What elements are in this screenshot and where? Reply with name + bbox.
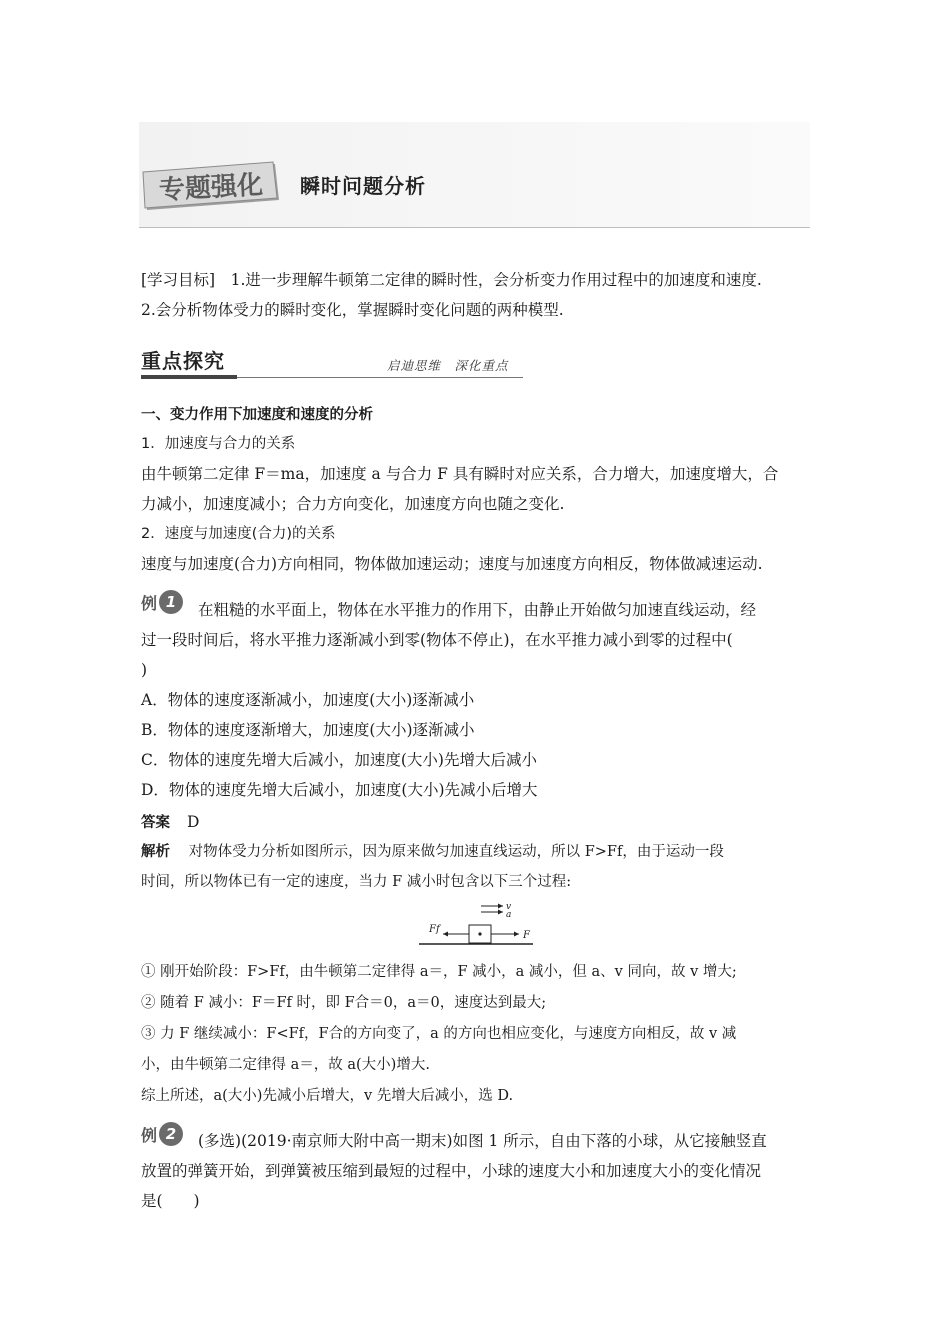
step-3: ③ 力 F 继续减小：F<Ff，F合的方向变了，a 的方向也相应变化，与速度方向相反，故 v 减 bbox=[141, 1026, 737, 1042]
example2-question-line1: (多选)(2019·南京师大附中高一期末)如图 1 所示，自由下落的小球，从它接触竖直 bbox=[198, 1132, 767, 1150]
answer-label: 答案 bbox=[141, 815, 170, 831]
page-title: 瞬时问题分析 bbox=[300, 174, 426, 198]
example2-question-line3: 是( ) bbox=[141, 1192, 200, 1210]
section-bar bbox=[141, 375, 237, 379]
section-title: 重点探究 bbox=[141, 349, 225, 373]
part1-sub1: 1．加速度与合力的关系 bbox=[141, 436, 296, 452]
part1-sub2: 2．速度与加速度(合力)的关系 bbox=[141, 526, 336, 542]
example1-question-line2: 过一段时间后，将水平推力逐渐减小到零(物体不停止)，在水平推力减小到零的过程中( bbox=[141, 631, 733, 649]
objective-line-2: 2.会分析物体受力的瞬时变化，掌握瞬时变化问题的两种模型. bbox=[141, 301, 564, 319]
part1-paragraph1-line2: 力减小，加速度减小；合力方向变化，加速度方向也随之变化. bbox=[141, 495, 565, 513]
option-c: C．物体的速度先增大后减小，加速度(大小)先增大后减小 bbox=[141, 751, 537, 769]
option-d: D．物体的速度先增大后减小，加速度(大小)先减小后增大 bbox=[141, 781, 538, 799]
step-3-continued: 小，由牛顿第二定律得 a＝，故 a(大小)增大. bbox=[141, 1057, 430, 1073]
example1-question-line3: ) bbox=[141, 661, 148, 679]
acceleration-label: a bbox=[506, 910, 512, 920]
answer-value: D bbox=[186, 813, 200, 831]
option-b: B．物体的速度逐渐增大，加速度(大小)逐渐减小 bbox=[141, 721, 475, 739]
section-rule bbox=[237, 377, 523, 378]
example2-question-line2: 放置的弹簧开始，到弹簧被压缩到最短的过程中，小球的速度大小和加速度大小的变化情况 bbox=[141, 1162, 762, 1180]
velocity-label: v bbox=[506, 902, 512, 912]
banner-divider bbox=[139, 227, 810, 228]
force-label: F bbox=[523, 930, 530, 941]
topic-logo bbox=[141, 160, 281, 212]
analysis-label: 解析 bbox=[141, 844, 170, 860]
example-label: 例 bbox=[141, 1125, 158, 1145]
analysis-line-1 bbox=[141, 842, 724, 862]
section-subtitle: 启迪思维 深化重点 bbox=[387, 358, 509, 373]
block-center-dot bbox=[478, 932, 481, 935]
example1-question-line1: 在粗糙的水平面上，物体在水平推力的作用下，由静止开始做匀加速直线运动，经 bbox=[198, 601, 757, 619]
example-number: 1 bbox=[159, 590, 183, 614]
example-label: 例 bbox=[141, 593, 158, 613]
example1-badge bbox=[141, 590, 183, 614]
analysis-text-1: 对物体受力分析如图所示，因为原来做匀加速直线运动，所以 F>Ff，由于运动一段 bbox=[188, 844, 724, 860]
step-2: ② 随着 F 减小：F＝Ff 时，即 F合＝0，a＝0，速度达到最大; bbox=[141, 995, 547, 1011]
step-1: ① 刚开始阶段：F>Ff，由牛顿第二定律得 a＝，F 减小，a 减小，但 a、v 同向，故 v 增大; bbox=[141, 964, 737, 980]
objective-line-1: [学习目标] 1.进一步理解牛顿第二定律的瞬时性，会分析变力作用过程中的加速度和速度. bbox=[141, 271, 762, 289]
part1-paragraph1-line1: 由牛顿第二定律 F＝ma，加速度 a 与合力 F 具有瞬时对应关系，合力增大，加速度增大，合 bbox=[141, 465, 779, 483]
section-header bbox=[141, 343, 523, 381]
logo-text: 专题强化 bbox=[158, 170, 264, 206]
part1-paragraph2-line1: 速度与加速度(合力)方向相同，物体做加速运动；速度与加速度方向相反，物体做减速运动. bbox=[141, 555, 763, 573]
analysis-line-2: 时间，所以物体已有一定的速度，当力 F 减小时包含以下三个过程: bbox=[141, 874, 572, 890]
option-a: A．物体的速度逐渐减小，加速度(大小)逐渐减小 bbox=[141, 691, 475, 709]
answer-row bbox=[141, 812, 199, 833]
part1-heading: 一、变力作用下加速度和速度的分析 bbox=[141, 407, 373, 423]
summary: 综上所述，a(大小)先减小后增大，v 先增大后减小，选 D. bbox=[141, 1088, 514, 1104]
example-number: 2 bbox=[159, 1122, 183, 1146]
friction-label: Ff bbox=[429, 924, 440, 935]
force-diagram bbox=[415, 900, 537, 952]
example2-badge bbox=[141, 1122, 183, 1146]
